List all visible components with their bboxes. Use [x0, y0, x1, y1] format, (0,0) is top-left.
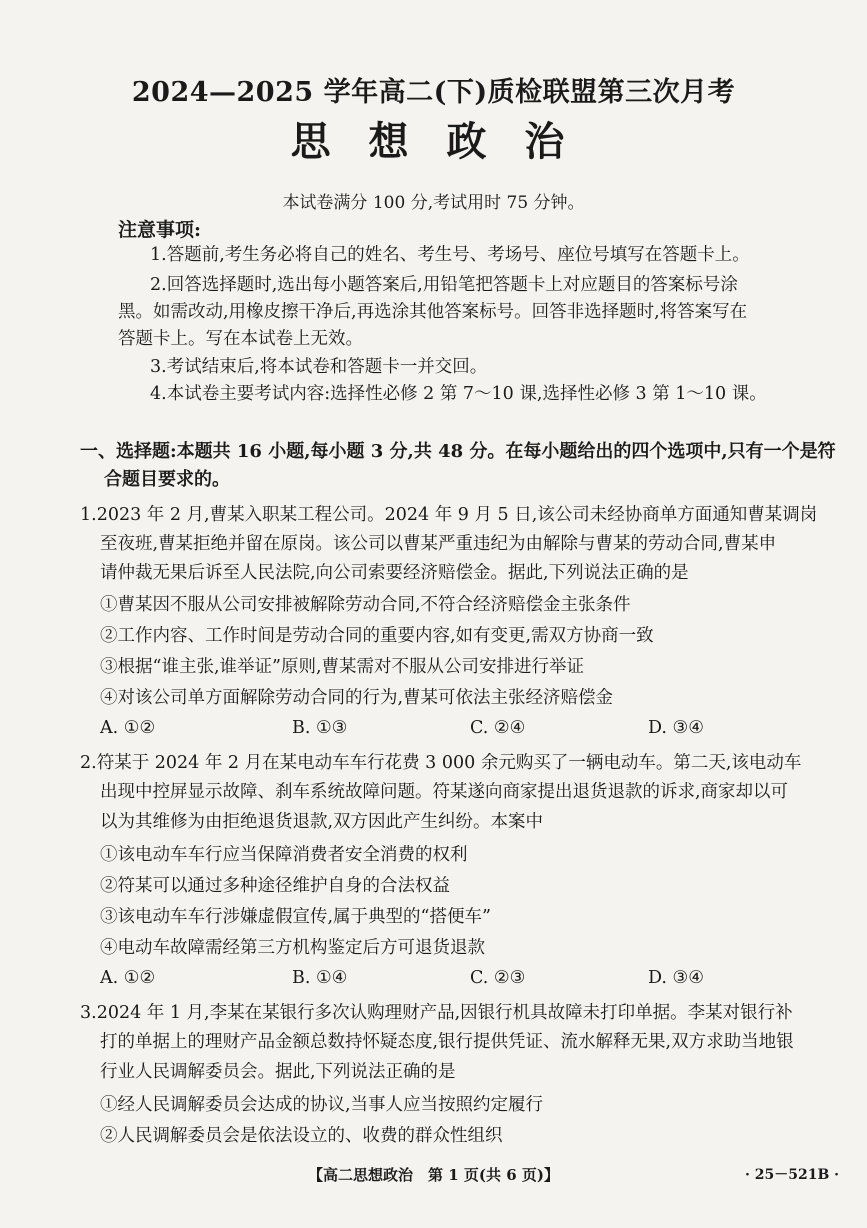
q2-statement-3: ③该电动车车行涉嫌虚假宣传,属于典型的“搭便车” [100, 907, 491, 927]
q1-stem-line: 至夜班,曹某拒绝并留在原岗。该公司以曹某严重违纪为由解除与曹某的劳动合同,曹某申 [100, 534, 777, 554]
notice-item-3: 3.考试结束后,将本试卷和答题卡一并交回。 [150, 357, 488, 377]
q1-option-d: D. ③④ [648, 718, 704, 738]
q2-statement-1: ①该电动车车行应当保障消费者安全消费的权利 [100, 845, 468, 865]
q1-option-c: C. ②④ [470, 718, 526, 738]
q3-statement-1: ①经人民调解委员会达成的协议,当事人应当按照约定履行 [100, 1095, 544, 1115]
subject-title: 思 想 政 治 [290, 118, 577, 165]
q3-stem-line: 行业人民调解委员会。据此,下列说法正确的是 [100, 1062, 456, 1082]
q1-option-b: B. ①③ [292, 718, 348, 738]
q1-statement-1: ①曹某因不服从公司安排被解除劳动合同,不符合经济赔偿金主张条件 [100, 595, 631, 615]
q1-stem-line: 请仲裁无果后诉至人民法院,向公司索要经济赔偿金。据此,下列说法正确的是 [100, 563, 689, 583]
q2-statement-4: ④电动车故障需经第三方机构鉴定后方可退货退款 [100, 938, 485, 958]
q2-statement-2: ②符某可以通过多种途径维护自身的合法权益 [100, 876, 450, 896]
notice-item-2: 2.回答选择题时,选出每小题答案后,用铅笔把答题卡上对应题目的答案标号涂 [150, 275, 738, 295]
q3-stem-line: 打的单据上的理财产品金额总数持怀疑态度,银行提供凭证、流水解释无果,双方求助当地银 [100, 1032, 794, 1052]
q1-statement-3: ③根据“谁主张,谁举证”原则,曹某需对不服从公司安排进行举证 [100, 657, 585, 677]
exam-title: 2024—2025 学年高二(下)质检联盟第三次月考 [131, 77, 736, 108]
notice-title: 注意事项: [118, 219, 202, 241]
q2-option-b: B. ①④ [292, 968, 348, 988]
score-line: 本试卷满分 100 分,考试用时 75 分钟。 [282, 193, 585, 213]
q1-statement-4: ④对该公司单方面解除劳动合同的行为,曹某可依法主张经济赔偿金 [100, 688, 614, 708]
q1-stem-line: 1.2023 年 2 月,曹某入职某工程公司。2024 年 9 月 5 日,该公司未经协商单方面通知曹某调岗 [80, 505, 818, 525]
q1-statement-2: ②工作内容、工作时间是劳动合同的重要内容,如有变更,需双方协商一致 [100, 626, 654, 646]
q2-option-c: C. ②③ [470, 968, 526, 988]
section-heading-cont: 合题目要求的。 [104, 469, 230, 490]
q2-stem-line: 以为其维修为由拒绝退货退款,双方因此产生纠纷。本案中 [100, 812, 544, 832]
notice-item-1: 1.答题前,考生务必将自己的姓名、考生号、考场号、座位号填写在答题卡上。 [150, 245, 750, 265]
paper-code: · 25－521B · [745, 1167, 840, 1183]
q2-option-d: D. ③④ [648, 968, 704, 988]
page-footer: 【高二思想政治 第 1 页(共 6 页)】 [308, 1166, 559, 1184]
notice-item-4: 4.本试卷主要考试内容:选择性必修 2 第 7～10 课,选择性必修 3 第 1～10 课。 [150, 384, 767, 404]
q2-stem-line: 出现中控屏显示故障、刹车系统故障问题。符某遂向商家提出退货退款的诉求,商家却以可 [100, 782, 789, 802]
notice-item-2-cont: 黑。如需改动,用橡皮擦干净后,再选涂其他答案标号。回答非选择题时,将答案写在 [118, 302, 748, 322]
notice-item-2-end: 答题卡上。写在本试卷上无效。 [118, 329, 363, 349]
q2-option-a: A. ①② [100, 968, 156, 988]
q3-stem-line: 3.2024 年 1 月,李某在某银行多次认购理财产品,因银行机具故障未打印单据。李某对银行补 [80, 1003, 793, 1023]
q1-option-a: A. ①② [100, 718, 156, 738]
q3-statement-2: ②人民调解委员会是依法设立的、收费的群众性组织 [100, 1126, 503, 1146]
section-heading: 一、选择题:本题共 16 小题,每小题 3 分,共 48 分。在每小题给出的四个选项中,只有一个是符 [80, 441, 836, 462]
q2-stem-line: 2.符某于 2024 年 2 月在某电动车车行花费 3 000 余元购买了一辆电动车。第二天,该电动车 [80, 753, 802, 773]
